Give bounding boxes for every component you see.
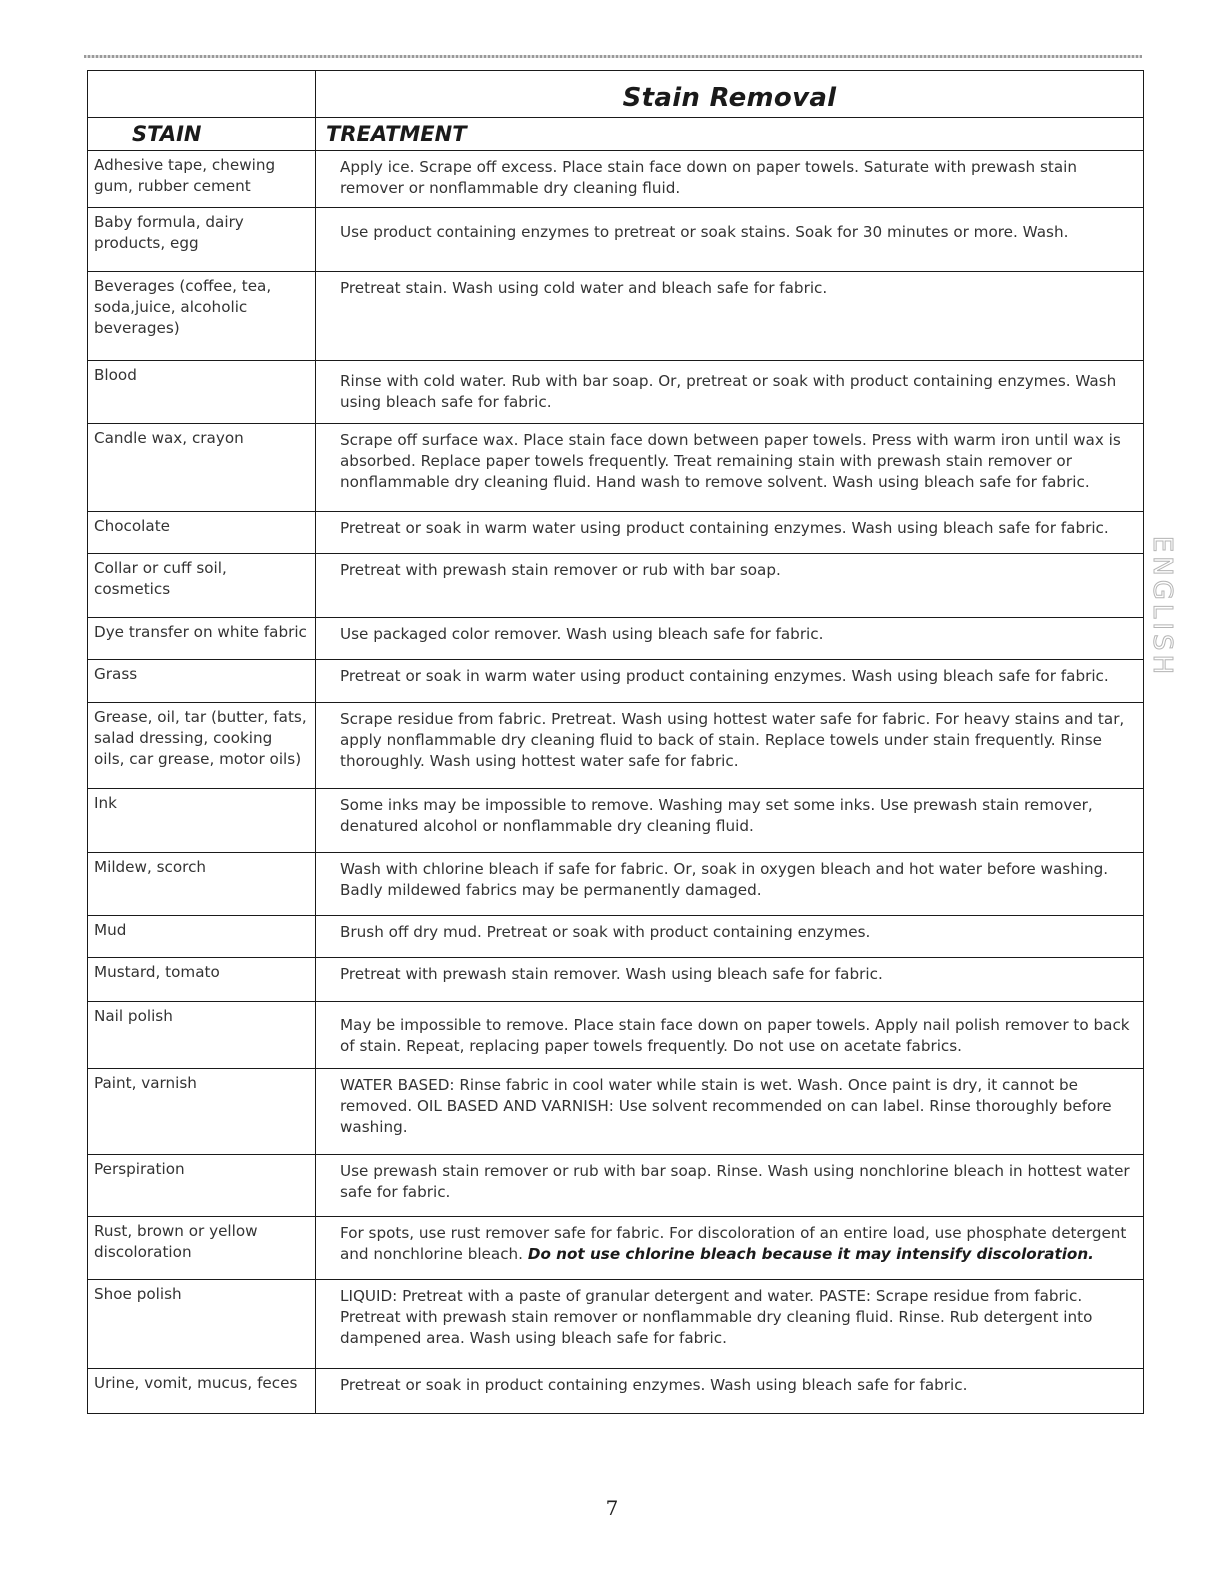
treatment-cell: Pretreat or soak in product containing enzymes. Wash using bleach safe for fabric. <box>316 1369 1144 1414</box>
title-spacer-cell <box>88 71 316 118</box>
table-row <box>88 1002 1144 1069</box>
bleach-warning: Do not use chlorine bleach because it may intensify discoloration. <box>527 1245 1094 1263</box>
stain-cell: Shoe polish <box>88 1280 316 1369</box>
table-row <box>88 1217 1144 1280</box>
stain-cell: Mildew, scorch <box>88 853 316 916</box>
table-row <box>88 512 1144 554</box>
stain-cell: Baby formula, dairy products, egg <box>88 208 316 272</box>
treatment-cell: Pretreat stain. Wash using cold water and bleach safe for fabric. <box>316 272 1144 361</box>
stain-cell: Urine, vomit, mucus, feces <box>88 1369 316 1414</box>
table-row <box>88 208 1144 272</box>
table-row <box>88 853 1144 916</box>
treatment-cell: Pretreat or soak in warm water using product containing enzymes. Wash using bleach safe for fabric. <box>316 660 1144 703</box>
treatment-cell: LIQUID: Pretreat with a paste of granular detergent and water. PASTE: Scrape residue from fabric. Pretreat with prewash stain remover or nonflammable dry cleaning fluid. Rinse. Rub detergent into dampened area. Wash using bleach safe for fabric. <box>316 1280 1144 1369</box>
treatment-cell: Apply ice. Scrape off excess. Place stain face down on paper towels. Saturate with prewash stain remover or nonflammable dry cleaning fluid. <box>316 151 1144 208</box>
treatment-cell: Pretreat or soak in warm water using product containing enzymes. Wash using bleach safe for fabric. <box>316 512 1144 554</box>
stain-cell: Collar or cuff soil, cosmetics <box>88 554 316 618</box>
table-row <box>88 1155 1144 1217</box>
table-row <box>88 660 1144 703</box>
table-row <box>88 554 1144 618</box>
table-title: Stain Removal <box>622 83 837 113</box>
table-title-cell <box>316 71 1144 118</box>
treatment-cell: Brush off dry mud. Pretreat or soak with product containing enzymes. <box>316 916 1144 958</box>
page-number: 7 <box>605 1496 619 1520</box>
language-side-tab <box>1144 532 1180 682</box>
stain-cell: Blood <box>88 361 316 424</box>
stain-cell: Perspiration <box>88 1155 316 1217</box>
stain-cell: Grease, oil, tar (butter, fats, salad dressing, cooking oils, car grease, motor oils) <box>88 703 316 789</box>
table-row <box>88 618 1144 660</box>
table-row <box>88 1069 1144 1155</box>
table-row <box>88 272 1144 361</box>
treatment-cell: Rinse with cold water. Rub with bar soap. Or, pretreat or soak with product containing enzymes. Wash using bleach safe for fabric. <box>316 361 1144 424</box>
treatment-cell: Scrape off surface wax. Place stain face down between paper towels. Press with warm iron until wax is absorbed. Replace paper towels frequently. Treat remaining stain with prewash stain remover or nonflammable dry cleaning fluid. Hand wash to remove solvent. Wash using bleach safe for fabric. <box>316 424 1144 512</box>
treatment-cell: Use prewash stain remover or rub with bar soap. Rinse. Wash using nonchlorine bleach in hottest water safe for fabric. <box>316 1155 1144 1217</box>
treatment-cell: WATER BASED: Rinse fabric in cool water while stain is wet. Wash. Once paint is dry, it cannot be removed. OIL BASED AND VARNISH: Use solvent recommended on can label. Rinse thoroughly before washing. <box>316 1069 1144 1155</box>
treatment-cell: May be impossible to remove. Place stain face down on paper towels. Apply nail polish remover to back of stain. Repeat, replacing paper towels frequently. Do not use on acetate fabrics. <box>316 1002 1144 1069</box>
stain-cell: Ink <box>88 789 316 853</box>
top-dotted-rule <box>84 55 1142 58</box>
treatment-text: For spots, use rust remover safe for fabric. For discoloration of an entire load, use phosphate detergent and nonchlorine bleach. <box>340 1224 1127 1263</box>
table-row <box>88 1369 1144 1414</box>
treatment-cell: Use product containing enzymes to pretreat or soak stains. Soak for 30 minutes or more. Wash. <box>316 208 1144 272</box>
table-row <box>88 361 1144 424</box>
title-row <box>88 71 1144 118</box>
table-row <box>88 789 1144 853</box>
stain-cell: Mud <box>88 916 316 958</box>
treatment-cell: Wash with chlorine bleach if safe for fabric. Or, soak in oxygen bleach and hot water before washing. Badly mildewed fabrics may be permanently damaged. <box>316 853 1144 916</box>
stain-cell: Adhesive tape, chewing gum, rubber cement <box>88 151 316 208</box>
stain-cell: Nail polish <box>88 1002 316 1069</box>
treatment-cell: Pretreat with prewash stain remover. Wash using bleach safe for fabric. <box>316 958 1144 1002</box>
stain-cell: Beverages (coffee, tea, soda,juice, alcoholic beverages) <box>88 272 316 361</box>
stain-cell: Mustard, tomato <box>88 958 316 1002</box>
stain-cell: Chocolate <box>88 512 316 554</box>
treatment-cell <box>316 1217 1144 1280</box>
table-row <box>88 424 1144 512</box>
header-row <box>88 118 1144 151</box>
stain-cell: Paint, varnish <box>88 1069 316 1155</box>
stain-cell: Rust, brown or yellow discoloration <box>88 1217 316 1280</box>
treatment-cell: Some inks may be impossible to remove. Washing may set some inks. Use prewash stain remover, denatured alcohol or nonflammable dry cleaning fluid. <box>316 789 1144 853</box>
table-row <box>88 1280 1144 1369</box>
stain-cell: Grass <box>88 660 316 703</box>
treatment-cell: Pretreat with prewash stain remover or rub with bar soap. <box>316 554 1144 618</box>
table-row <box>88 916 1144 958</box>
column-header-treatment: TREATMENT <box>316 118 1144 151</box>
column-header-stain: STAIN <box>88 118 316 151</box>
stain-cell: Candle wax, crayon <box>88 424 316 512</box>
stain-removal-table <box>87 70 1144 1414</box>
treatment-cell: Scrape residue from fabric. Pretreat. Wash using hottest water safe for fabric. For heavy stains and tar, apply nonflammable dry cleaning fluid to back of stain. Replace towels under stain frequently. Rinse thoroughly. Wash using hottest water safe for fabric. <box>316 703 1144 789</box>
table-row <box>88 958 1144 1002</box>
language-label: ENGLISH <box>1147 535 1178 679</box>
stain-cell: Dye transfer on white fabric <box>88 618 316 660</box>
treatment-cell: Use packaged color remover. Wash using bleach safe for fabric. <box>316 618 1144 660</box>
table-row <box>88 703 1144 789</box>
table-row <box>88 151 1144 208</box>
